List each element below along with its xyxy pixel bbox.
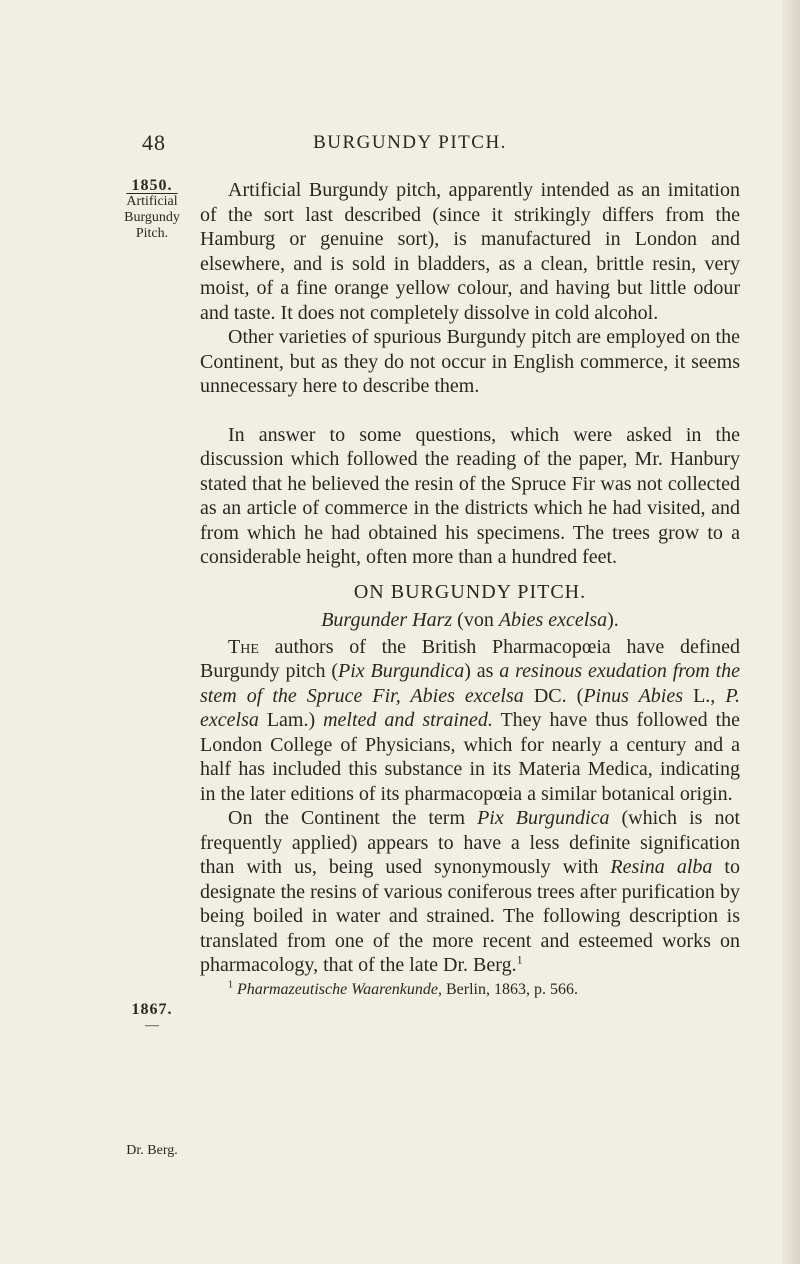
paragraph: Artificial Burgundy pitch, apparently intended as an imitation of the sort last described (since it strikingly differs from the Hamburg or genuine sort), is manufactured in London and elsewhere, and is sold in bladders, as a clean, brittle resin, very moist, of a fine orange yellow colour, and having but little odour and taste. It does not completely dissolve in cold alcohol.: [200, 179, 740, 324]
margin-note-artificial: [110, 178, 194, 242]
page-number: 48: [142, 130, 166, 155]
text-span: Lam.): [258, 709, 324, 731]
paragraph: Other varieties of spurious Burgundy pitch are employed on the Continent, but as they do not occur in English commerce, it seems unnecessary here to describe them.: [200, 326, 740, 397]
text-span: Resina alba: [610, 856, 713, 878]
margin-label: Artificial: [126, 194, 178, 209]
paragraph: [200, 635, 740, 807]
margin-note-1867: [110, 1002, 194, 1034]
text-span: Pix Burgundica: [477, 807, 610, 829]
margin-year: 1867.: [131, 1001, 173, 1018]
subheading-part: Burgunder Harz: [321, 609, 453, 631]
paragraph: [200, 806, 740, 978]
paragraph: In answer to some questions, which were asked in the discussion which followed the reading of the paper, Mr. Hanbury stated that he believed the resin of the Spruce Fir was not collected as an article of commerce in the districts which he had visited, and from which he had obtained his specimens. The trees grow to a considerable height, often more than a hundred feet.: [200, 423, 740, 568]
margin-note-berg: [110, 1143, 194, 1159]
body-text: [200, 178, 740, 1000]
footnote-title: Pharmazeutische Waarenkunde: [237, 980, 438, 998]
text-span: P. excelsa: [200, 684, 740, 731]
text-span: (which is not frequently applied) appears to have a less definite signification than with us, being used synonymously with: [200, 807, 741, 878]
text-span: L.,: [683, 684, 726, 707]
margin-label: Pitch.: [135, 226, 169, 241]
footnote-ref: 1: [516, 952, 523, 967]
margin-label: Burgundy: [124, 210, 180, 225]
footnote-rest: , Berlin, 1863, p. 566.: [438, 980, 578, 998]
text-span: On the Continent the term: [228, 807, 478, 829]
text-span: Pinus Abies: [583, 684, 684, 707]
margin-year: 1850.: [131, 177, 173, 194]
footnote: [200, 980, 740, 1000]
text-span: to designate the resins of various coniferous trees after purification by being boiled in water and strained. The following description is translated from one of the more recent and esteemed works on pharmacology, that of the late Dr. Berg.: [200, 856, 740, 976]
text-span: DC. (: [523, 684, 584, 707]
subheading-part: ).: [607, 609, 619, 631]
text-span: The: [228, 635, 259, 658]
running-head: BURGUNDY PITCH.: [313, 132, 507, 153]
margin-dash: —: [145, 1018, 159, 1033]
text-span: authors of the British Pharmacopœia have defined Burgundy pitch (: [200, 635, 740, 682]
margin-label: Dr. Berg.: [126, 1143, 178, 1158]
subheading-part: (von: [452, 609, 499, 631]
text-span: Pix Burgundica: [338, 660, 465, 682]
page-edge: [782, 0, 800, 1264]
page-header: [120, 130, 700, 160]
section-subheading: [200, 608, 740, 633]
text-span: They have thus followed the London College of Physicians, which for nearly a century and a half has included this substance in its Materia Medica, indicating in the later editions of its pharmacopœia a similar botanical origin.: [200, 709, 741, 805]
text-span: a resinous exudation from the stem of the Spruce Fir, Abies excelsa: [200, 660, 741, 707]
text-span: ) as: [464, 660, 500, 682]
text-span: melted and strained.: [323, 709, 493, 731]
subheading-part: Abies excelsa: [498, 609, 608, 631]
section-heading: ON BURGUNDY PITCH.: [353, 580, 587, 603]
footnote-mark: 1: [228, 979, 233, 991]
